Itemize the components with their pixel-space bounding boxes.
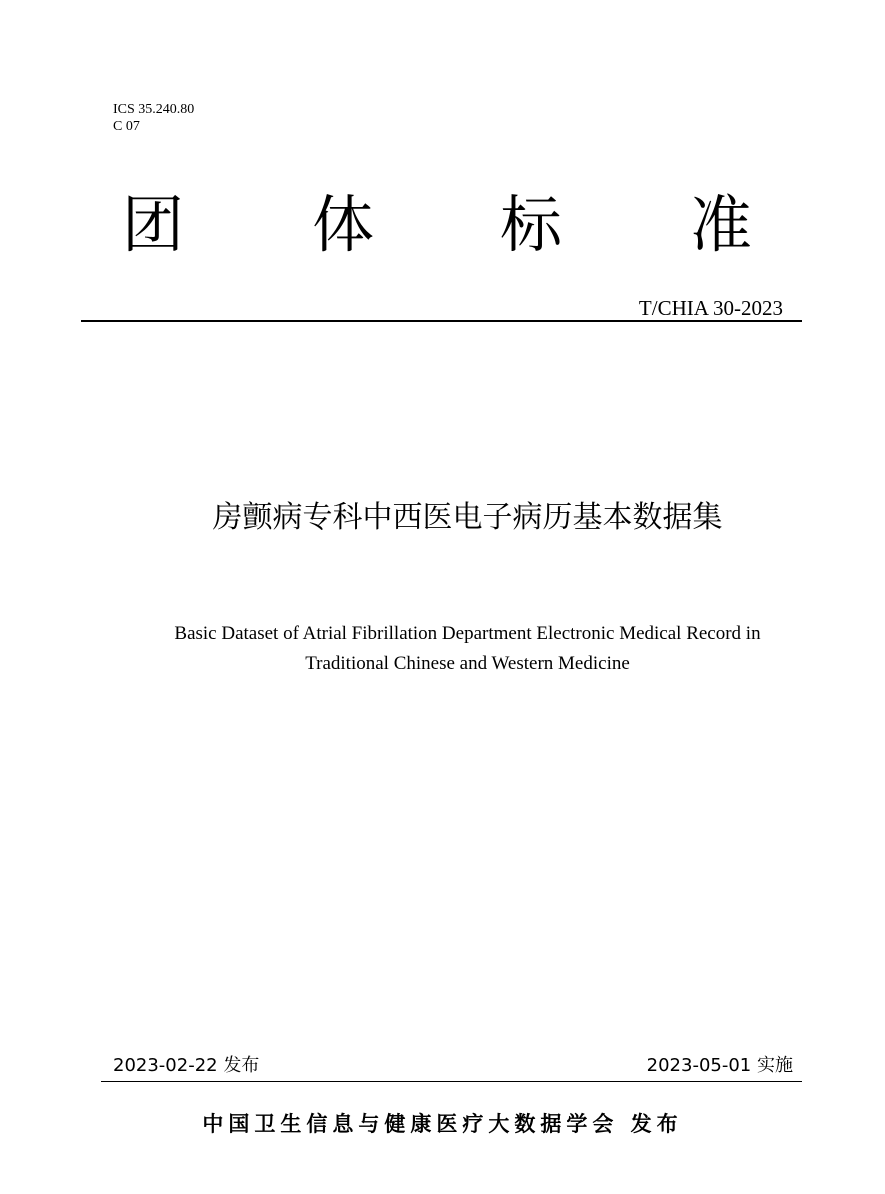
ics-code: ICS 35.240.80 [113,102,195,117]
ccs-code: C 07 [113,119,140,134]
title-english-line-2: Traditional Chinese and Western Medicine [305,653,630,674]
title-english-line-1: Basic Dataset of Atrial Fibrillation Department Electronic Medical Record in [174,623,761,644]
standard-type-char-4: 准 [690,188,753,261]
publish-date: 2023-02-22 发布 [113,1055,260,1076]
bottom-divider [101,1081,802,1082]
issuing-organization: 中国卫生信息与健康医疗大数据学会 发布 [202,1112,683,1136]
title-chinese: 房颤病专科中西医电子病历基本数据集 [212,500,723,535]
standard-type-char-2: 体 [312,188,375,261]
standard-type-char-1: 团 [122,188,185,261]
standard-code: T/CHIA 30-2023 [638,296,783,320]
top-divider [81,320,802,322]
standard-type-char-3: 标 [500,188,563,261]
implementation-date: 2023-05-01 实施 [646,1055,793,1076]
